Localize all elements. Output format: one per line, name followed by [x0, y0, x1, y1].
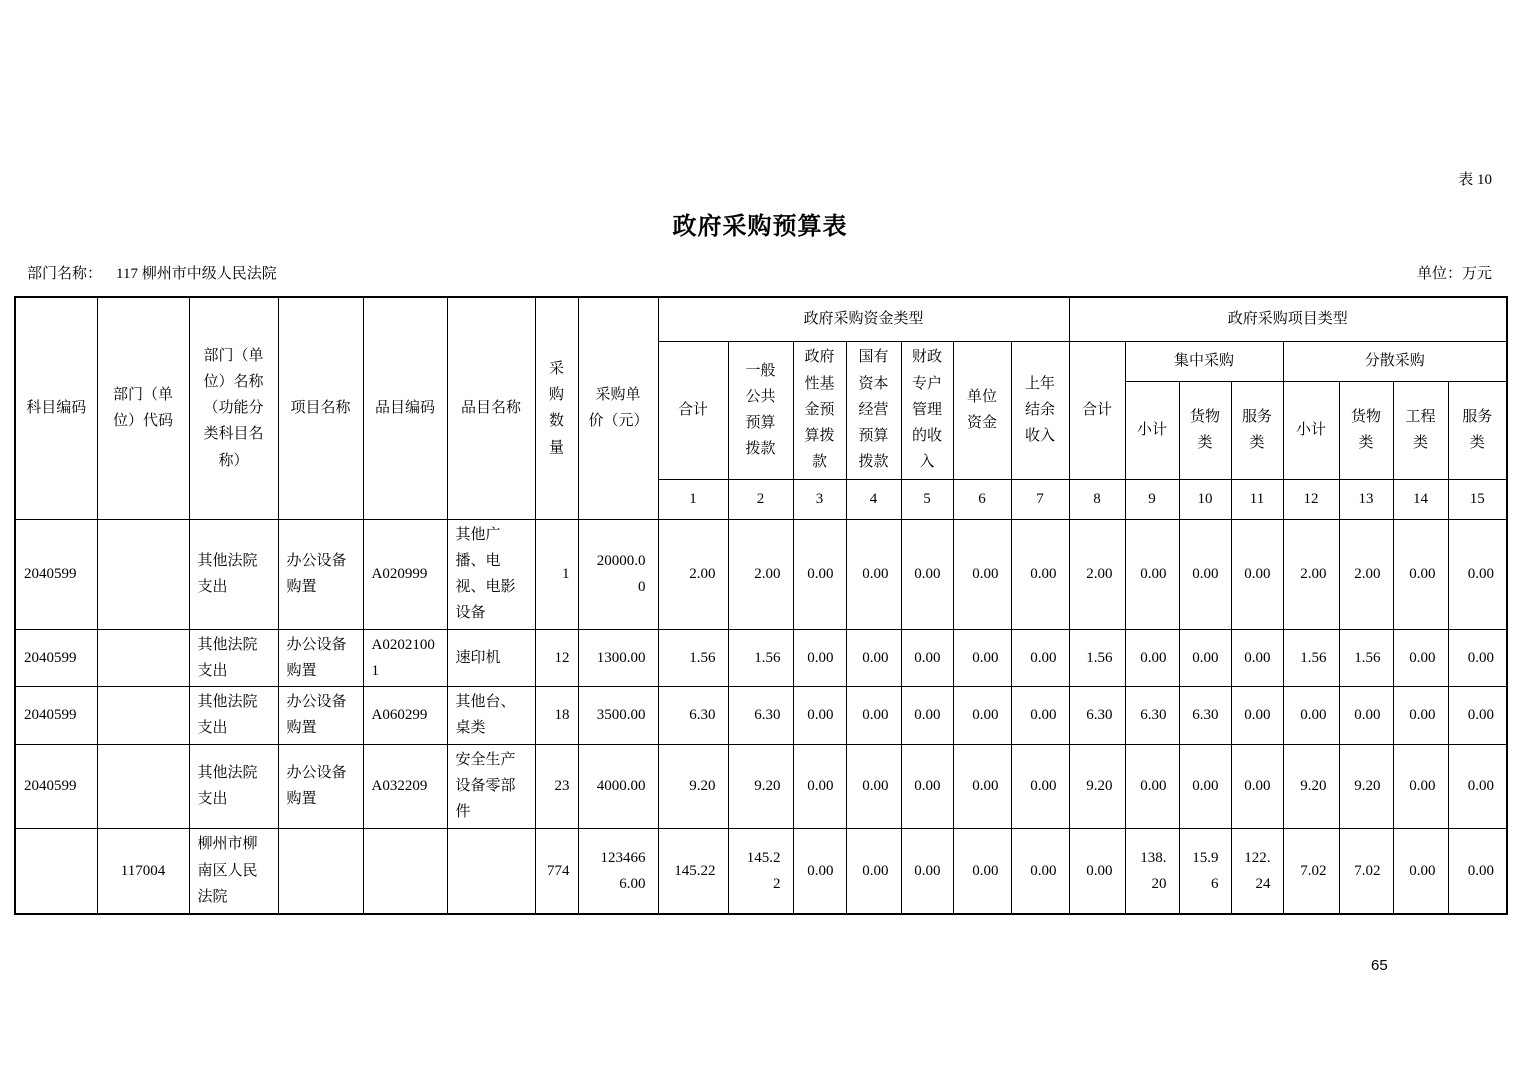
col-header-decentralized-subtotal: 小计: [1283, 381, 1339, 479]
table-cell: 0.00: [901, 629, 953, 687]
col-number: 14: [1393, 479, 1448, 519]
col-header-decentralized-goods: 货物类: [1339, 381, 1393, 479]
col-header-item-code: 品目编码: [363, 297, 447, 519]
table-row: [15, 828, 1507, 914]
table-cell: 2040599: [15, 687, 97, 745]
table-cell: 1.56: [1069, 629, 1125, 687]
table-cell: 9.20: [1069, 744, 1125, 828]
department-name-line: [27, 262, 277, 283]
table-cell: 0.00: [846, 744, 901, 828]
group-header-centralized: 集中采购: [1125, 341, 1283, 381]
table-cell: 0.00: [1393, 744, 1448, 828]
col-header-general-budget: 一般公共预算拨款: [728, 341, 793, 479]
table-cell: 0.00: [901, 744, 953, 828]
table-cell: [278, 828, 363, 914]
table-cell: 0.00: [1011, 519, 1069, 629]
table-cell: 0.00: [1231, 687, 1283, 745]
col-header-qty: 采购数量: [535, 297, 578, 519]
table-cell: 2.00: [1283, 519, 1339, 629]
table-cell: [97, 744, 189, 828]
table-row: [15, 687, 1507, 745]
col-number: 11: [1231, 479, 1283, 519]
table-cell: 办公设备购置: [278, 687, 363, 745]
table-cell: 0.00: [1283, 687, 1339, 745]
col-header-subject-code: 科目编码: [15, 297, 97, 519]
table-cell: 0.00: [1339, 687, 1393, 745]
table-cell: 2040599: [15, 629, 97, 687]
table-cell: 0.00: [846, 687, 901, 745]
table-cell: 0.00: [1448, 629, 1507, 687]
table-cell: 其他法院支出: [189, 519, 278, 629]
table-cell: 0.00: [1179, 744, 1231, 828]
col-header-decentralized-engineering: 工程类: [1393, 381, 1448, 479]
table-cell: 0.00: [1393, 629, 1448, 687]
table-cell: 1.56: [1283, 629, 1339, 687]
col-number: 15: [1448, 479, 1507, 519]
table-cell: 0.00: [846, 828, 901, 914]
table-cell: 774: [535, 828, 578, 914]
table-cell: [97, 629, 189, 687]
group-header-project-type: 政府采购项目类型: [1069, 297, 1507, 341]
col-number: 12: [1283, 479, 1339, 519]
table-cell: [97, 687, 189, 745]
table-cell: 1300.00: [578, 629, 658, 687]
table-cell: [363, 828, 447, 914]
table-cell: 2.00: [658, 519, 728, 629]
table-cell: 0.00: [1231, 744, 1283, 828]
page-number: 65: [1371, 957, 1388, 974]
col-header-state-capital-budget: 国有资本经营预算拨款: [846, 341, 901, 479]
table-ref: 表 10: [1458, 172, 1492, 188]
col-number: 10: [1179, 479, 1231, 519]
table-cell: 0.00: [846, 629, 901, 687]
table-cell: 0.00: [1125, 744, 1179, 828]
col-header-dept-name: 部门（单位）名称（功能分类科目名称）: [189, 297, 278, 519]
table-cell: 122.24: [1231, 828, 1283, 914]
table-cell: 0.00: [1231, 519, 1283, 629]
table-cell: 145.22: [728, 828, 793, 914]
table-cell: 15.96: [1179, 828, 1231, 914]
col-header-type-total: 合计: [1069, 341, 1125, 479]
table-cell: 138.20: [1125, 828, 1179, 914]
table-cell: 安全生产设备零部件: [447, 744, 535, 828]
table-cell: 6.30: [728, 687, 793, 745]
col-header-unit-price: 采购单价（元）: [578, 297, 658, 519]
table-cell: [447, 828, 535, 914]
table-cell: 1.56: [1339, 629, 1393, 687]
table-cell: 0.00: [953, 629, 1011, 687]
col-header-dept-code: 部门（单位）代码: [97, 297, 189, 519]
table-cell: 0.00: [1011, 744, 1069, 828]
table-cell: A060299: [363, 687, 447, 745]
table-cell: 6.30: [658, 687, 728, 745]
table-cell: 0.00: [1011, 629, 1069, 687]
table-cell: 0.00: [953, 519, 1011, 629]
col-number: 1: [658, 479, 728, 519]
col-number: 3: [793, 479, 846, 519]
table-cell: 0.00: [846, 519, 901, 629]
table-cell: 1.56: [728, 629, 793, 687]
table-cell: 0.00: [793, 744, 846, 828]
table-cell: 速印机: [447, 629, 535, 687]
table-cell: 办公设备购置: [278, 744, 363, 828]
table-cell: 0.00: [1448, 828, 1507, 914]
table-cell: 23: [535, 744, 578, 828]
col-header-fund-total: 合计: [658, 341, 728, 479]
table-cell: 1: [535, 519, 578, 629]
table-cell: 其他法院支出: [189, 744, 278, 828]
col-number: 9: [1125, 479, 1179, 519]
table-cell: 办公设备购置: [278, 629, 363, 687]
table-cell: 2.00: [1069, 519, 1125, 629]
table-cell: 1.56: [658, 629, 728, 687]
col-number: 4: [846, 479, 901, 519]
table-cell: 18: [535, 687, 578, 745]
table-cell: 145.22: [658, 828, 728, 914]
col-header-project-name: 项目名称: [278, 297, 363, 519]
table-cell: 0.00: [1125, 519, 1179, 629]
col-header-gov-fund-budget: 政府性基金预算拨款: [793, 341, 846, 479]
table-cell: 0.00: [901, 519, 953, 629]
table-cell: 办公设备购置: [278, 519, 363, 629]
table-cell: 6.30: [1069, 687, 1125, 745]
table-cell: 9.20: [658, 744, 728, 828]
table-cell: 0.00: [1231, 629, 1283, 687]
col-number: 13: [1339, 479, 1393, 519]
table-cell: 0.00: [793, 687, 846, 745]
table-cell: 其他台、桌类: [447, 687, 535, 745]
table-cell: 0.00: [1179, 519, 1231, 629]
table-cell: 0.00: [1393, 687, 1448, 745]
table-cell: 2040599: [15, 519, 97, 629]
table-cell: 117004: [97, 828, 189, 914]
table-cell: 0.00: [1125, 629, 1179, 687]
meta-row: [27, 262, 1492, 283]
col-number: 8: [1069, 479, 1125, 519]
department-value: 117 柳州市中级人民法院: [116, 266, 277, 282]
table-cell: 其他广播、电视、电影设备: [447, 519, 535, 629]
col-number: 5: [901, 479, 953, 519]
table-cell: 0.00: [901, 828, 953, 914]
col-number: 7: [1011, 479, 1069, 519]
table-cell: 0.00: [1069, 828, 1125, 914]
budget-table-wrap: [14, 296, 1508, 915]
table-cell: 0.00: [793, 519, 846, 629]
table-cell: 0.00: [1393, 519, 1448, 629]
table-row: [15, 629, 1507, 687]
department-label: 部门名称：: [27, 266, 103, 282]
table-row: [15, 519, 1507, 629]
col-number: 2: [728, 479, 793, 519]
table-cell: 2040599: [15, 744, 97, 828]
table-cell: 9.20: [1339, 744, 1393, 828]
table-cell: 0.00: [901, 687, 953, 745]
group-header-fund-type: 政府采购资金类型: [658, 297, 1069, 341]
table-cell: 2.00: [1339, 519, 1393, 629]
table-cell: A02021001: [363, 629, 447, 687]
table-cell: 20000.00: [578, 519, 658, 629]
table-cell: 其他法院支出: [189, 629, 278, 687]
table-cell: 0.00: [953, 744, 1011, 828]
col-header-item-name: 品目名称: [447, 297, 535, 519]
table-cell: [15, 828, 97, 914]
table-cell: 2.00: [728, 519, 793, 629]
table-cell: 其他法院支出: [189, 687, 278, 745]
table-cell: 0.00: [1179, 629, 1231, 687]
table-cell: 1234666.00: [578, 828, 658, 914]
table-cell: 3500.00: [578, 687, 658, 745]
table-cell: 0.00: [953, 828, 1011, 914]
table-cell: 7.02: [1339, 828, 1393, 914]
table-cell: 0.00: [1448, 744, 1507, 828]
table-row: [15, 744, 1507, 828]
table-cell: 4000.00: [578, 744, 658, 828]
col-header-decentralized-services: 服务类: [1448, 381, 1507, 479]
table-cell: 6.30: [1179, 687, 1231, 745]
page-title: 政府采购预算表: [672, 214, 848, 240]
table-cell: 9.20: [728, 744, 793, 828]
col-header-centralized-services: 服务类: [1231, 381, 1283, 479]
table-cell: [97, 519, 189, 629]
table-cell: 12: [535, 629, 578, 687]
col-header-centralized-goods: 货物类: [1179, 381, 1231, 479]
table-cell: 0.00: [1011, 687, 1069, 745]
unit-note: 单位：万元: [1416, 266, 1492, 282]
col-number: 6: [953, 479, 1011, 519]
table-cell: 0.00: [1448, 519, 1507, 629]
table-cell: 7.02: [1283, 828, 1339, 914]
col-header-centralized-subtotal: 小计: [1125, 381, 1179, 479]
col-header-prev-year-surplus: 上年结余收入: [1011, 341, 1069, 479]
table-cell: 0.00: [1011, 828, 1069, 914]
table-cell: 0.00: [1448, 687, 1507, 745]
table-cell: 6.30: [1125, 687, 1179, 745]
table-cell: A020999: [363, 519, 447, 629]
table-cell: 0.00: [1393, 828, 1448, 914]
table-cell: 0.00: [953, 687, 1011, 745]
table-cell: 柳州市柳南区人民法院: [189, 828, 278, 914]
col-header-unit-funds: 单位资金: [953, 341, 1011, 479]
table-cell: 9.20: [1283, 744, 1339, 828]
procurement-budget-table: [14, 296, 1508, 915]
table-cell: 0.00: [793, 828, 846, 914]
col-header-fiscal-account-income: 财政专户管理的收入: [901, 341, 953, 479]
group-header-decentralized: 分散采购: [1283, 341, 1507, 381]
table-cell: 0.00: [793, 629, 846, 687]
table-cell: A032209: [363, 744, 447, 828]
